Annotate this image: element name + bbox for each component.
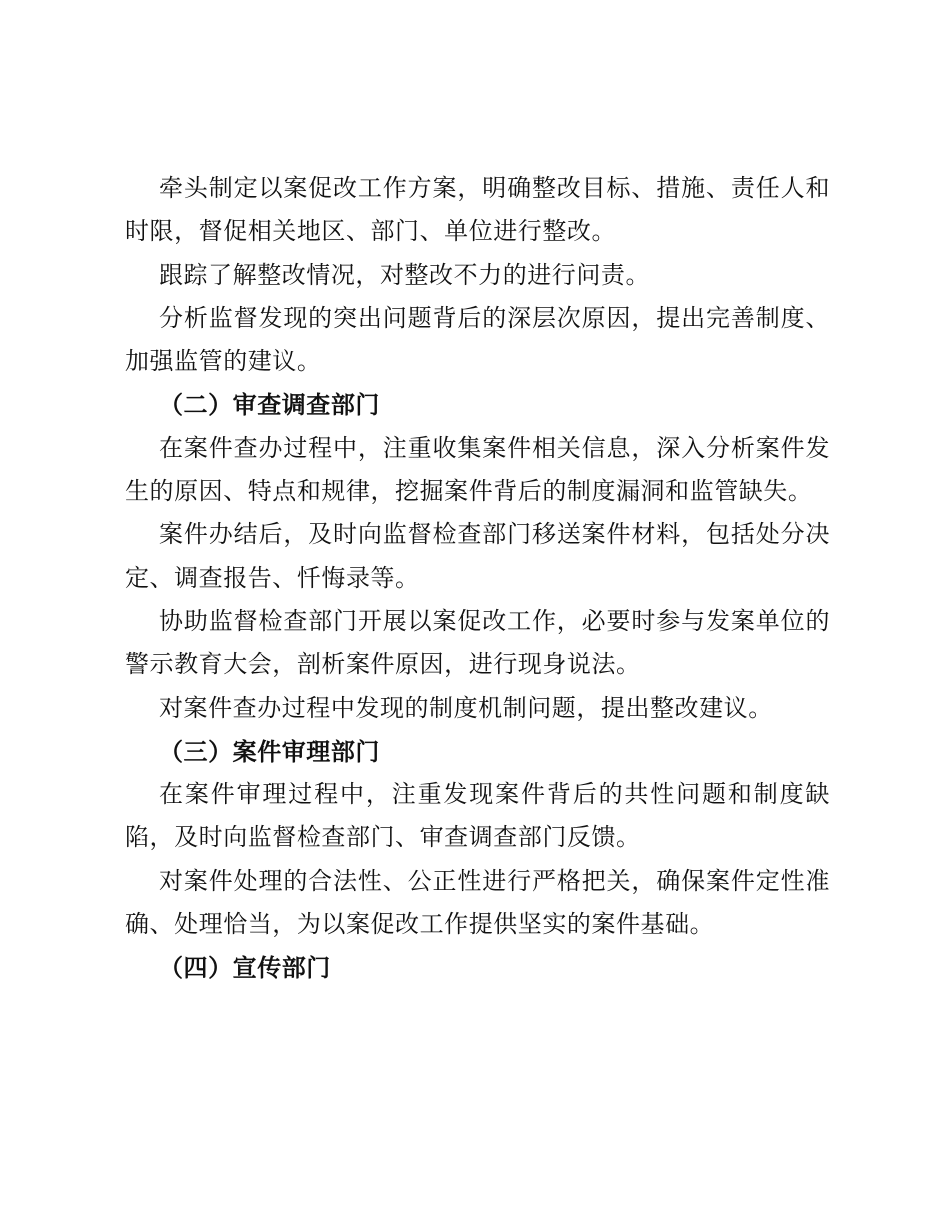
- paragraph: 协助监督检查部门开展以案促改工作，必要时参与发案单位的警示教育大会，剖析案件原因，进行现身说法。: [125, 606, 830, 679]
- paragraph: 在案件查办过程中，注重收集案件相关信息，深入分析案件发生的原因、特点和规律，挖掘案件背后的制度漏洞和监管缺失。: [125, 433, 830, 506]
- section-heading: （四）宣传部门: [159, 953, 331, 983]
- paragraph: 跟踪了解整改情况，对整改不力的进行问责。: [159, 260, 650, 289]
- paragraph: 对案件处理的合法性、公正性进行严格把关，确保案件定性准确、处理恰当，为以案促改工作提供坚实的案件基础。: [125, 866, 830, 939]
- paragraph: 分析监督发现的突出问题背后的深层次原因，提出完善制度、加强监管的建议。: [125, 303, 830, 376]
- paragraph: 牵头制定以案促改工作方案，明确整改目标、措施、责任人和时限，督促相关地区、部门、单位进行整改。: [125, 174, 830, 246]
- paragraph: 案件办结后，及时向监督检查部门移送案件材料，包括处分决定、调查报告、忏悔录等。: [125, 520, 830, 592]
- paragraph: 对案件查办过程中发现的制度机制问题，提出整改建议。: [159, 693, 773, 722]
- section-heading: （二）审查调查部门: [159, 390, 380, 420]
- paragraph: 在案件审理过程中，注重发现案件背后的共性问题和制度缺陷，及时向监督检查部门、审查调查部门反馈。: [125, 780, 830, 852]
- section-heading: （三）案件审理部门: [159, 736, 380, 766]
- document-page: [125, 167, 830, 990]
